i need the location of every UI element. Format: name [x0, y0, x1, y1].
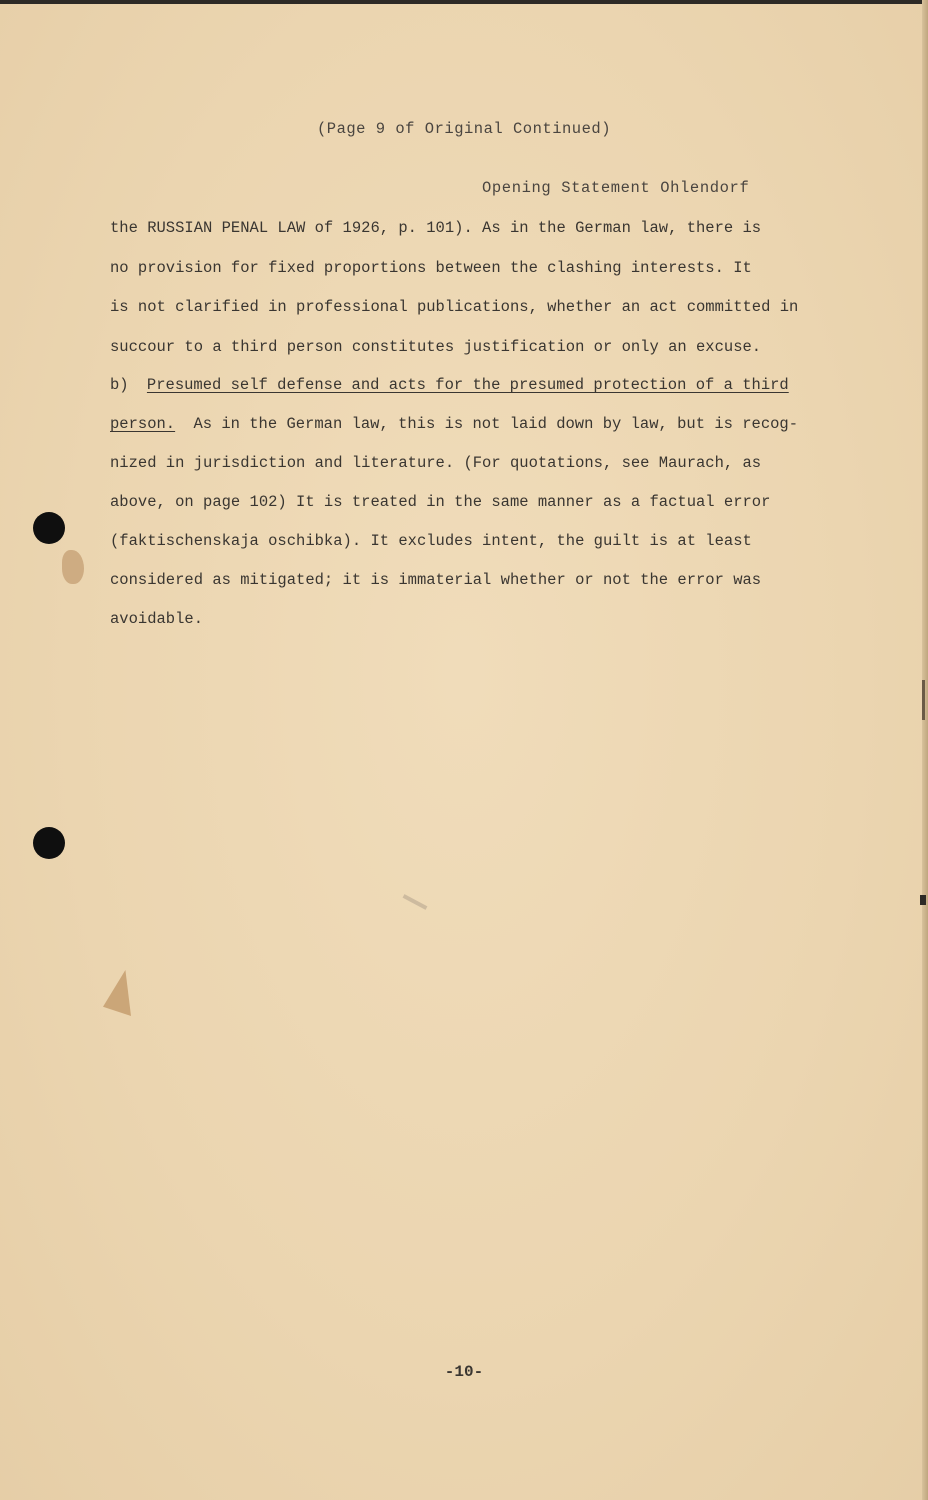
section-heading-continued: person.	[110, 415, 176, 433]
document-title: Opening Statement Ohlendorf	[482, 179, 750, 197]
body-line: considered as mitigated; it is immaterial whether or not the error was	[110, 571, 762, 589]
edge-mark	[922, 680, 925, 720]
body-text: As in the German law, this is not laid down by law, but is recog-	[193, 415, 799, 433]
body-line: (faktischenskaja oschibka). It excludes intent, the guilt is at least	[110, 532, 752, 550]
page-right-edge	[922, 0, 928, 1500]
page-continuation-heading: (Page 9 of Original Continued)	[316, 120, 612, 138]
edge-mark	[920, 895, 926, 905]
page-top-edge	[0, 0, 928, 4]
body-line	[110, 376, 789, 394]
body-line: nized in jurisdiction and literature. (For quotations, see Maurach, as	[110, 454, 762, 472]
body-line: avoidable.	[110, 610, 204, 628]
body-line: succour to a third person constitutes justification or only an excuse.	[110, 338, 762, 356]
punch-hole	[33, 512, 65, 544]
paper-stain	[62, 550, 84, 584]
body-line: no provision for fixed proportions between the clashing interests. It	[110, 259, 752, 277]
section-heading: Presumed self defense and acts for the presumed protection of a third	[146, 376, 789, 394]
paper-stain	[103, 970, 131, 1016]
list-marker: b)	[110, 376, 129, 394]
body-line	[110, 415, 798, 433]
body-line: is not clarified in professional publications, whether an act committed in	[110, 298, 799, 316]
punch-hole	[33, 827, 65, 859]
body-line: above, on page 102) It is treated in the same manner as a factual error	[110, 493, 771, 511]
body-line: the RUSSIAN PENAL LAW of 1926, p. 101). As in the German law, there is	[110, 219, 762, 237]
page-number: -10-	[444, 1363, 484, 1381]
paper-smudge	[403, 894, 428, 910]
